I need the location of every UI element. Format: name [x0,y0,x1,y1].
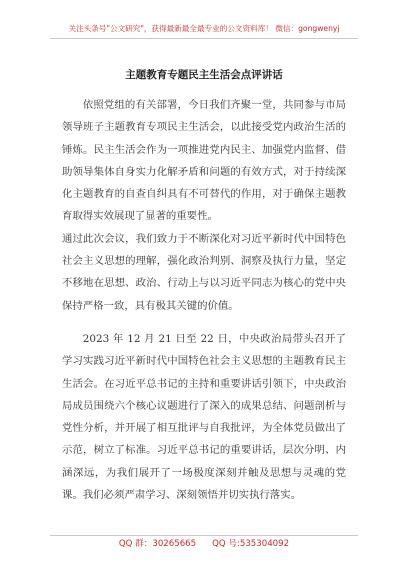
footer-divider [50,535,358,536]
footer-contact [50,538,358,550]
footer-qq-group: QQ 群：30265665 [118,539,197,549]
footer-qq-number: QQ 号:535304092 [212,539,290,549]
paragraph-3: 2023 年 12 月 21 日至 22 日，中央政治局带头召开了学习实践习近平新时代中国特色社会主义思想的主题教育民主生活会。在习近平总书记的主持和重要讲话引领下，中央政治局成员围绕六个核心议题进行了深入的成果总结、问题剖析与党性分析，并开展了相互批评与自我批评，为全体党员做出了示范，树立了标准。习近平总书记的重要讲话，层次分明、内涵深远，为我们展开了一场极度深刻并触及思想与灵魂的党课。我们必须严肃学习、深刻领悟并切实执行落实。 [62,332,346,502]
header-banner: 关注头条号"公文研究"，获得最新最全最专业的公文资料库！ 微信：gongwenyj [68,24,340,33]
paragraph-spacer [62,317,346,328]
header-divider [50,38,358,39]
paragraph-2: 通过此次会议，我们致力于不断深化对习近平新时代中国特色社会主义思想的理解，强化政治判别、洞察及执行力量，坚定不移地在思想、政治、行动上与以习近平同志为核心的党中央保持严格一致，具有极其关键的价值。 [62,232,346,312]
paragraph-1: 依照党组的有关部署，今日我们齐聚一堂，共同参与市局领导班子主题教育专项民主生活会，以此接受党内政治生活的锤炼。民主生活会作为一项推进党内民主、加强党内监督、借助领导集体自身实力化解矛盾和问题的有效方式，对于持续深化主题教育的自查自纠具有不可替代的作用，对于确保主题教育取得实效展现了显著的重要性。 [62,99,346,223]
document-title: 主题教育专题民主生活会点评讲话 [125,69,283,81]
document-body [62,94,346,506]
